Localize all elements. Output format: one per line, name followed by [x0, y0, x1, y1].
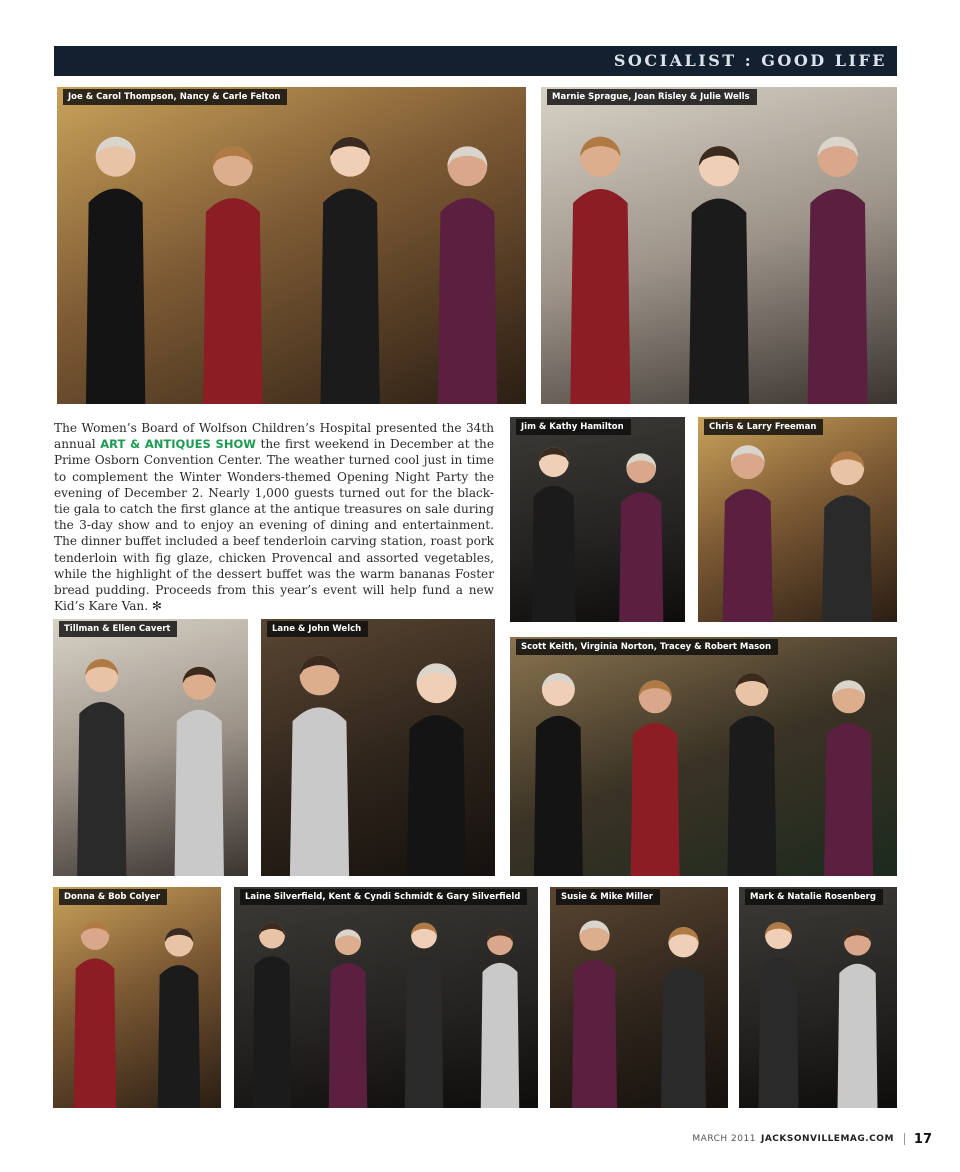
person-body: [253, 956, 291, 1108]
section-title: SOCIALIST : GOOD LIFE: [613, 51, 887, 70]
photo-caption: Marnie Sprague, Joan Risley & Julie Wells: [547, 89, 757, 105]
photo-caption: Jim & Kathy Hamilton: [516, 419, 631, 435]
event-photo: [510, 417, 685, 622]
article-text-start: The Women’s Board of Wolfson Children’s Hospital presented the 34th annual: [54, 421, 494, 452]
photo-caption: Lane & John Welch: [267, 621, 368, 637]
person-body: [158, 965, 201, 1108]
person-body: [320, 189, 379, 404]
person-body: [824, 723, 873, 876]
people-silhouettes: [53, 619, 248, 876]
person-body: [407, 715, 466, 876]
event-photo: [53, 619, 248, 876]
person-body: [619, 492, 663, 622]
people-silhouettes: [261, 619, 495, 876]
event-photo: [550, 887, 728, 1108]
people-silhouettes: [53, 887, 221, 1108]
people-silhouettes: [510, 637, 897, 876]
person-body: [438, 198, 497, 404]
people-silhouettes: [57, 87, 526, 404]
person-body: [822, 495, 872, 622]
people-silhouettes: [234, 887, 538, 1108]
page-footer: [692, 1131, 932, 1147]
person-body: [290, 707, 349, 876]
people-silhouettes: [510, 417, 685, 622]
event-photo: [261, 619, 495, 876]
person-body: [329, 963, 367, 1108]
person-body: [661, 966, 706, 1108]
person-body: [74, 958, 117, 1108]
person-body: [572, 960, 617, 1108]
person-body: [86, 189, 145, 404]
article-text-rest: the first weekend in December at the Prime Osborn Convention Center. The weather turned cool just in time to complement the Winter Wonders-themed Opening Night Party the evening of December 2. Nearly 1,000 guests turned out for the black-tie gala to catch the first glance at the antique treasures on sale during the 3-day show and to enjoy an evening of dining and entertainment. The dinner buffet included a beef tenderloin carving station, roast pork tenderloin with fig glaze, chicken Provencal and assorted vegetables, while the highlight of the dessert buffet was the warm bananas Foster bread pudding. Proceeds from this year’s event will help fund a new Kid’s Kare Van.: [54, 437, 495, 614]
person-body: [534, 716, 583, 876]
photo-caption: Susie & Mike Miller: [556, 889, 660, 905]
person-body: [77, 702, 126, 876]
photo-caption: Donna & Bob Colyer: [59, 889, 167, 905]
person-body: [532, 486, 576, 622]
event-photo: [57, 87, 526, 404]
person-body: [405, 956, 443, 1108]
person-body: [723, 489, 773, 622]
photo-caption: Laine Silverfield, Kent & Cyndi Schmidt & Gary Silverfield: [240, 889, 527, 905]
people-silhouettes: [698, 417, 897, 622]
person-body: [570, 189, 630, 404]
photo-caption: Chris & Larry Freeman: [704, 419, 823, 435]
footer-divider: [904, 1133, 905, 1145]
photo-caption: Tillman & Ellen Cavert: [59, 621, 177, 637]
event-photo: [739, 887, 897, 1108]
person-body: [481, 963, 519, 1108]
page-number: 17: [913, 1131, 932, 1147]
event-photo: [234, 887, 538, 1108]
people-silhouettes: [550, 887, 728, 1108]
issue-date: MARCH 2011: [692, 1134, 756, 1144]
photo-caption: Joe & Carol Thompson, Nancy & Carle Felton: [63, 89, 287, 105]
person-body: [808, 189, 868, 404]
article-text: [54, 420, 494, 614]
person-body: [175, 710, 224, 876]
person-body: [689, 199, 749, 404]
event-photo: [541, 87, 897, 404]
website-link[interactable]: JACKSONVILLEMAG.COM: [760, 1134, 894, 1144]
person-body: [838, 964, 878, 1108]
people-silhouettes: [739, 887, 897, 1108]
person-body: [727, 716, 776, 876]
person-body: [203, 198, 262, 404]
article-end-mark: ✻: [151, 599, 163, 614]
event-photo: [510, 637, 897, 876]
person-body: [631, 723, 680, 876]
show-name-highlight: ART & ANTIQUES SHOW: [100, 437, 256, 452]
people-silhouettes: [541, 87, 897, 404]
person-body: [759, 957, 799, 1108]
section-header-bar: [54, 46, 897, 76]
event-photo: [698, 417, 897, 622]
event-photo: [53, 887, 221, 1108]
photo-caption: Mark & Natalie Rosenberg: [745, 889, 883, 905]
photo-caption: Scott Keith, Virginia Norton, Tracey & Robert Mason: [516, 639, 778, 655]
